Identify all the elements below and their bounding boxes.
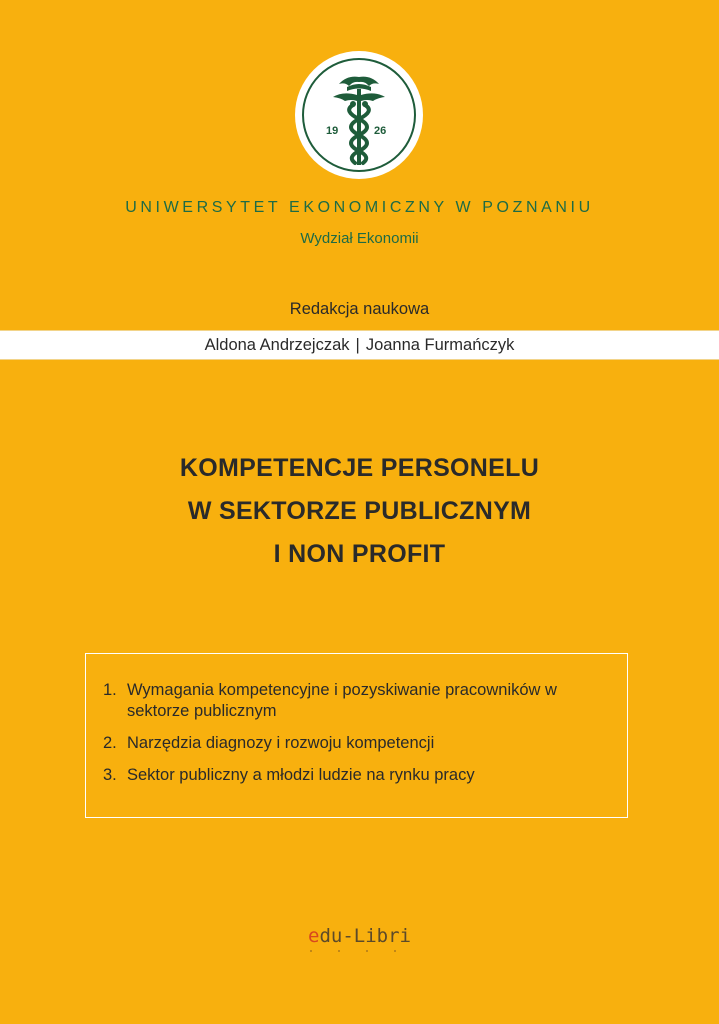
editors-bar: [0, 330, 719, 360]
contents-item: [103, 733, 613, 754]
contents-item-number: 1.: [103, 681, 117, 699]
title-line: I NON PROFIT: [273, 540, 446, 568]
contents-item-text: Sektor publiczny a młodzi ludzie na rynku pracy: [127, 766, 475, 784]
publisher-logo: [0, 925, 719, 947]
publisher-logo-rest: du-Libri: [319, 925, 411, 947]
publisher-logo-e: e: [308, 925, 320, 947]
publisher-dots: [300, 950, 420, 952]
contents-item-text: Wymagania kompetencyjne i pozyskiwanie pracowników w sektorze publicznym: [127, 681, 557, 720]
caduceus-emblem-icon: [295, 51, 423, 179]
title-line: W SEKTORZE PUBLICZNYM: [187, 497, 532, 525]
university-logo: [295, 51, 423, 179]
contents-item-text: Narzędzia diagnozy i rozwoju kompetencji: [127, 734, 435, 752]
title-line: KOMPETENCJE PERSONELU: [179, 454, 540, 482]
faculty-name: Wydział Ekonomii: [300, 230, 419, 247]
editor-separator: |: [355, 336, 360, 354]
editor-name: Aldona Andrzejczak: [204, 336, 350, 354]
contents-item-number: 3.: [103, 766, 117, 784]
logo-year-left: 19: [326, 125, 339, 137]
editors-names: [0, 336, 719, 355]
book-title: [0, 447, 719, 576]
contents-item: [103, 680, 613, 722]
contents-item-number: 2.: [103, 734, 117, 752]
logo-year-right: 26: [374, 125, 387, 137]
university-name: UNIWERSYTET EKONOMICZNY W POZNANIU: [125, 199, 594, 216]
contents-item: [103, 765, 613, 786]
contents-list: [103, 680, 613, 797]
editor-name: Joanna Furmańczyk: [365, 336, 515, 354]
contents-box: [85, 653, 628, 818]
editors-label: Redakcja naukowa: [289, 300, 430, 318]
